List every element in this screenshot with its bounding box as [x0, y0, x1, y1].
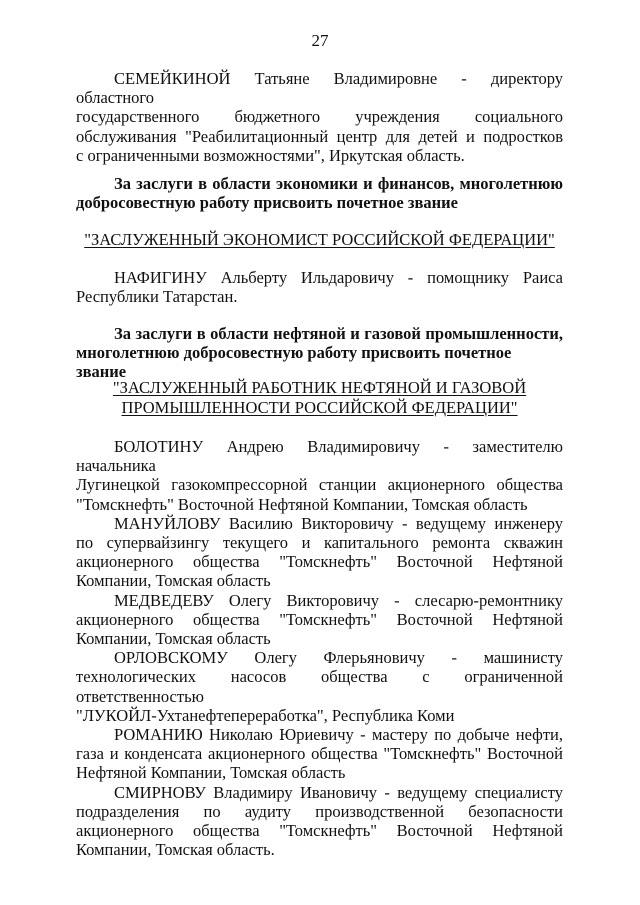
- text-line: За заслуги в области нефтяной и газовой промышленности,: [114, 324, 563, 343]
- text-line: акционерного общества "Томскнефть" Восточной Нефтяной: [76, 609, 563, 629]
- text-line: ОРЛОВСКОМУ Олегу Флерьяновичу - машинисту: [114, 648, 563, 668]
- text-line: Компании, Томская область.: [76, 840, 275, 860]
- text-line: БОЛОТИНУ Андрею Владимировичу - заместителю начальника: [76, 437, 563, 476]
- section-heading-economics: [76, 174, 563, 212]
- awardee-nafigin: [76, 268, 563, 306]
- text-line: акционерного общества "Томскнефть" Восточной Нефтяной: [76, 821, 563, 841]
- text-line: РОМАНИЮ Николаю Юриевичу - мастеру по добыче нефти,: [114, 725, 563, 745]
- text-line: Компании, Томская область: [76, 571, 271, 591]
- text-line: СМИРНОВУ Владимиру Ивановичу - ведущему специалисту: [114, 782, 563, 802]
- text-line: многолетнюю добросовестную работу присвоить почетное звание: [76, 343, 512, 382]
- awardees-list: [76, 437, 563, 859]
- text-line: Нефтяной Компании, Томская область: [76, 763, 346, 783]
- text-line: добросовестную работу присвоить почетное звание: [76, 193, 458, 213]
- text-line: подразделения по аудиту производственной безопасности: [76, 801, 563, 821]
- text-line: государственного бюджетного учреждения социального: [76, 107, 563, 127]
- text-line: по супервайзингу текущего и капитального ремонта скважин: [76, 533, 563, 553]
- honorary-title-oil-gas-worker: [76, 378, 563, 417]
- title-line: "ЗАСЛУЖЕННЫЙ ЭКОНОМИСТ РОССИЙСКОЙ ФЕДЕРАЦИИ": [84, 230, 555, 249]
- awardee-semeykina: [76, 69, 563, 165]
- text-line: МЕДВЕДЕВУ Олегу Викторовичу - слесарю-ремонтнику: [114, 590, 563, 610]
- text-line: "Томскнефть" Восточной Нефтяной Компании, Томская область: [76, 494, 528, 514]
- awardee-entry: [76, 725, 563, 783]
- title-line: ПРОМЫШЛЕННОСТИ РОССИЙСКОЙ ФЕДЕРАЦИИ": [121, 397, 518, 417]
- text-line: газа и конденсата акционерного общества "Томскнефть" Восточной: [76, 744, 563, 764]
- text-line: За заслуги в области экономики и финансов, многолетнюю: [114, 174, 563, 193]
- title-line: "ЗАСЛУЖЕННЫЙ РАБОТНИК НЕФТЯНОЙ И ГАЗОВОЙ: [112, 378, 527, 397]
- text-line: с ограниченными возможностями", Иркутская область.: [76, 145, 465, 165]
- text-line: технологических насосов общества с ограниченной ответственностью: [76, 667, 563, 706]
- text-line: "ЛУКОЙЛ-Ухтанефтепереработка", Республика Коми: [76, 705, 455, 725]
- text-line: Лугинецкой газокомпрессорной станции акционерного общества: [76, 475, 563, 495]
- text-line: СЕМЕЙКИНОЙ Татьяне Владимировне - директору областного: [76, 69, 563, 108]
- honorary-title-economist: [76, 230, 563, 250]
- text-line: акционерного общества "Томскнефть" Восточной Нефтяной: [76, 552, 563, 572]
- text-line: Компании, Томская область: [76, 629, 271, 649]
- text-line: МАНУЙЛОВУ Василию Викторовичу - ведущему инженеру: [114, 513, 563, 533]
- awardee-entry: [76, 648, 563, 725]
- awardee-entry: [76, 437, 563, 514]
- text-line: НАФИГИНУ Альберту Ильдаровичу - помощнику Раиса: [114, 268, 563, 287]
- section-heading-oil-gas: [76, 324, 563, 382]
- text-line: обслуживания "Реабилитационный центр для детей и подростков: [76, 126, 563, 146]
- page-number: 27: [311, 31, 329, 50]
- awardee-entry: [76, 514, 563, 591]
- awardee-entry: [76, 783, 563, 860]
- text-line: Республики Татарстан.: [76, 287, 238, 307]
- awardee-entry: [76, 591, 563, 649]
